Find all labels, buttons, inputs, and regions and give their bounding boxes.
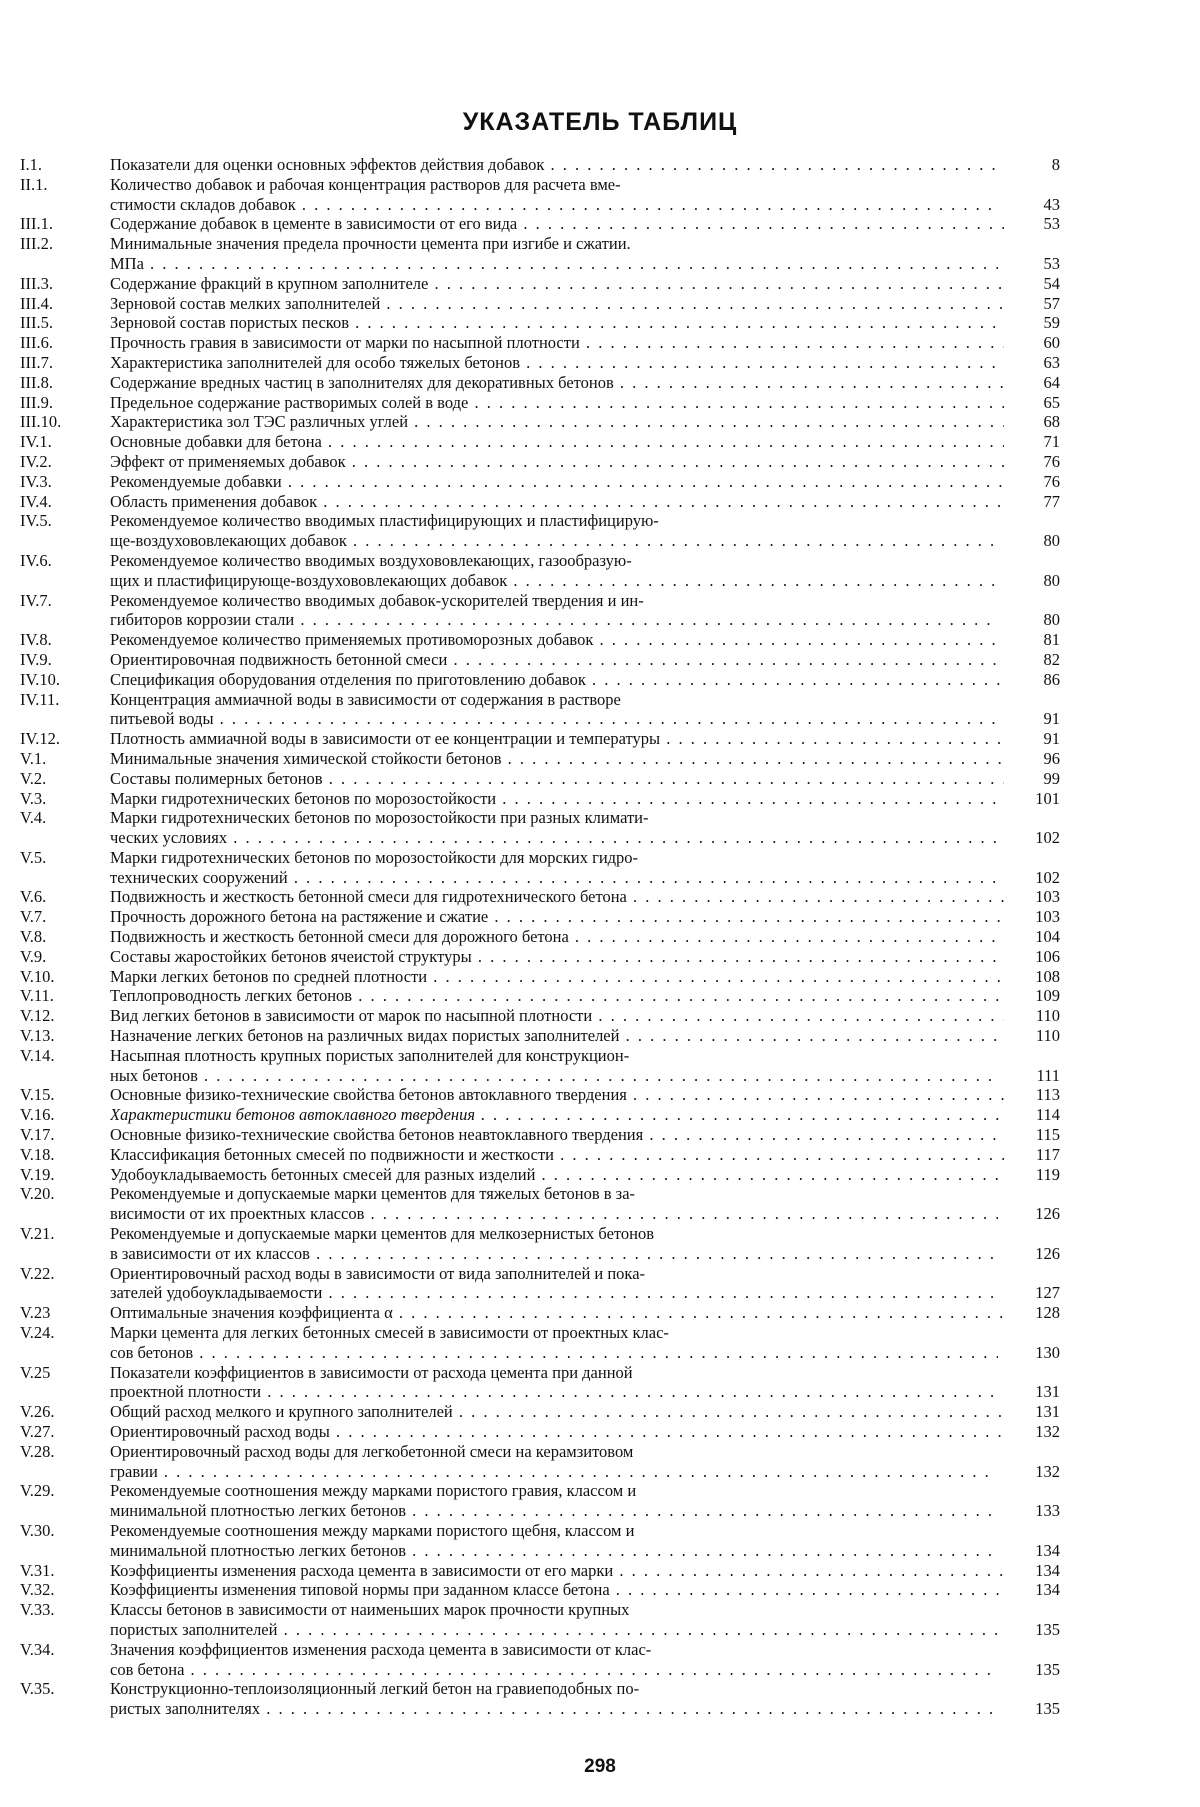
page-ref: 109 xyxy=(1035,986,1060,1006)
table-number: I.1. xyxy=(20,155,42,174)
table-number: III.9. xyxy=(20,392,53,412)
toc-entry xyxy=(20,947,1060,967)
page-ref: 91 xyxy=(1043,709,1060,729)
table-number: V.3. xyxy=(20,788,47,808)
page-ref: 110 xyxy=(1035,1006,1060,1026)
table-number: III.10. xyxy=(20,412,62,432)
page-ref: 77 xyxy=(1043,491,1060,511)
table-title-line: Минимальные значения предела прочности цемента при изгибе и сжатии. xyxy=(110,234,631,254)
table-number: V.28. xyxy=(20,1441,55,1461)
toc-entry xyxy=(20,1580,1060,1600)
toc-entry xyxy=(20,1521,1060,1561)
table-title-line: технических сооружений . . . xyxy=(110,868,998,888)
table-number: V.27. xyxy=(20,1422,55,1441)
page-ref: 91 xyxy=(1043,729,1060,749)
table-title-line: МПа . . . xyxy=(110,254,998,274)
table-number: V.29. xyxy=(20,1481,55,1501)
table-title-line: Конструкционно-теплоизоляционный легкий бетон на гравиеподобных по- xyxy=(110,1679,640,1699)
table-number: V.35. xyxy=(20,1679,55,1699)
page-ref: 117 xyxy=(1035,1144,1060,1164)
table-title: Классификация бетонных смесей по подвижности и жесткости . . . xyxy=(110,1145,1004,1165)
toc-entry xyxy=(20,749,1060,769)
table-title-line: Рекомендуемое количество вводимых добавок-ускорителей твердения и ин- xyxy=(110,590,644,610)
table-title: Прочность гравия в зависимости от марки по насыпной плотности . . . xyxy=(110,333,1004,353)
page-ref: 101 xyxy=(1035,788,1060,808)
page-ref: 131 xyxy=(1035,1402,1060,1422)
page-ref: 82 xyxy=(1043,649,1060,669)
page-ref: 57 xyxy=(1043,293,1060,313)
table-title-line: питьевой воды . . . xyxy=(110,709,998,729)
table-title: Оптимальные значения коэффициента α . . . xyxy=(110,1303,1004,1323)
table-title xyxy=(110,1046,1004,1086)
table-title-line: Ориентировочный расход воды в зависимости от вида заполнителей и пока- xyxy=(110,1263,646,1283)
table-title: Характеристики бетонов автоклавного твердения . . . xyxy=(110,1105,1004,1125)
table-number: IV.9. xyxy=(20,649,52,669)
table-title xyxy=(110,1184,1004,1224)
table-number: V.24. xyxy=(20,1323,55,1343)
table-number: V.34. xyxy=(20,1639,55,1659)
page-ref: 111 xyxy=(1036,1065,1060,1085)
table-title xyxy=(110,1521,1004,1561)
table-number: IV.5. xyxy=(20,511,52,531)
page-ref: 63 xyxy=(1043,352,1060,372)
table-number: V.21. xyxy=(20,1224,55,1244)
toc-entry xyxy=(20,432,1060,452)
page-ref: 134 xyxy=(1035,1540,1060,1560)
table-title xyxy=(110,808,1004,848)
table-title: Марки гидротехнических бетонов по морозостойкости . . . xyxy=(110,789,1004,809)
toc-entry xyxy=(20,1422,1060,1442)
toc-entry xyxy=(20,1402,1060,1422)
table-title xyxy=(110,848,1004,888)
toc-entry xyxy=(20,1085,1060,1105)
table-title-line: Рекомендуемые и допускаемые марки цементов для мелкозернистых бетонов xyxy=(110,1224,655,1244)
table-title: Область применения добавок . . . xyxy=(110,492,1004,512)
table-title-line: Рекомендуемое количество вводимых воздухововлекающих, газообразую- xyxy=(110,550,632,570)
toc-entry xyxy=(20,511,1060,551)
table-number: V.11. xyxy=(20,986,54,1006)
table-title-line: Рекомендуемые соотношения между марками пористого щебня, классом и xyxy=(110,1520,635,1540)
table-number: V.20. xyxy=(20,1184,55,1204)
toc-entry xyxy=(20,1323,1060,1363)
page-ref: 43 xyxy=(1043,194,1060,214)
table-number: III.7. xyxy=(20,352,53,372)
toc-entry xyxy=(20,1105,1060,1125)
page-ref: 108 xyxy=(1035,966,1060,986)
page-ref: 96 xyxy=(1043,748,1060,768)
table-title: Рекомендуемое количество применяемых противоморозных добавок . . . xyxy=(110,630,1004,650)
table-number: V.1. xyxy=(20,748,47,768)
toc-entry xyxy=(20,907,1060,927)
table-number: V.17. xyxy=(20,1125,55,1145)
table-title-line: Марки цемента для легких бетонных смесей в зависимости от проектных клас- xyxy=(110,1323,669,1343)
toc-entry xyxy=(20,1640,1060,1680)
table-title: Подвижность и жесткость бетонной смеси для гидротехнического бетона . . . xyxy=(110,887,1004,907)
toc-entry xyxy=(20,690,1060,730)
table-title-line: проектной плотности . . . xyxy=(110,1382,998,1402)
table-number: V.9. xyxy=(20,946,47,966)
toc-entry xyxy=(20,789,1060,809)
page-ref: 131 xyxy=(1035,1382,1060,1402)
table-title-line: Рекомендуемое количество вводимых пластифицирующих и пластифицирую- xyxy=(110,511,659,531)
table-title: Эффект от применяемых добавок . . . xyxy=(110,452,1004,472)
toc-entry xyxy=(20,234,1060,274)
table-title: Основные добавки для бетона . . . xyxy=(110,432,1004,452)
toc-entry xyxy=(20,313,1060,333)
page-ref: 68 xyxy=(1043,412,1060,432)
table-title-line: ще-воздухововлекающих добавок . . . xyxy=(110,531,998,551)
table-title: Марки легких бетонов по средней плотности . . . xyxy=(110,967,1004,987)
table-title-line: гибиторов коррозии стали . . . xyxy=(110,610,998,630)
table-title: Назначение легких бетонов на различных видах пористых заполнителей . . . xyxy=(110,1026,1004,1046)
toc-entry xyxy=(20,393,1060,413)
page-ref: 126 xyxy=(1035,1204,1060,1224)
table-number: V.26. xyxy=(20,1402,55,1422)
page-ref: 133 xyxy=(1035,1501,1060,1521)
toc-entry xyxy=(20,492,1060,512)
toc-entry xyxy=(20,1165,1060,1185)
table-title: Основные физико-технические свойства бетонов неавтоклавного твердения . . . xyxy=(110,1125,1004,1145)
table-title: Рекомендуемые добавки . . . xyxy=(110,472,1004,492)
toc-entry xyxy=(20,650,1060,670)
toc-entry xyxy=(20,670,1060,690)
toc-entry xyxy=(20,927,1060,947)
page-ref: 134 xyxy=(1035,1580,1060,1600)
page-ref: 102 xyxy=(1035,828,1060,848)
table-number: II.1. xyxy=(20,174,48,194)
table-number: III.2. xyxy=(20,234,53,254)
page-ref: 135 xyxy=(1035,1659,1060,1679)
toc-entry xyxy=(20,1600,1060,1640)
table-title-line: Марки гидротехнических бетонов по морозостойкости при разных климати- xyxy=(110,808,649,828)
table-title: Содержание вредных частиц в заполнителях для декоративных бетонов . . . xyxy=(110,373,1004,393)
table-number: V.2. xyxy=(20,768,47,788)
table-number: V.8. xyxy=(20,927,47,947)
table-title xyxy=(110,551,1004,591)
table-title: Зерновой состав мелких заполнителей . . . xyxy=(110,294,1004,314)
table-title: Удобоукладываемость бетонных смесей для разных изделий . . . xyxy=(110,1165,1004,1185)
table-title-line: висимости от их проектных классов . . . xyxy=(110,1204,998,1224)
table-number: V.31. xyxy=(20,1560,55,1580)
toc-entry xyxy=(20,887,1060,907)
page-ref: 134 xyxy=(1035,1560,1060,1580)
table-title: Предельное содержание растворимых солей в воде . . . xyxy=(110,393,1004,413)
table-title-line: минимальной плотностью легких бетонов . . . xyxy=(110,1501,998,1521)
table-title xyxy=(110,234,1004,274)
table-number: V.4. xyxy=(20,808,47,828)
page-ref: 102 xyxy=(1035,867,1060,887)
page-ref: 80 xyxy=(1043,531,1060,551)
toc-entry xyxy=(20,214,1060,234)
table-number: III.3. xyxy=(20,273,53,293)
table-number: V.22. xyxy=(20,1263,55,1283)
page-ref: 128 xyxy=(1035,1303,1060,1323)
table-title-line: Насыпная плотность крупных пористых заполнителей для конструкцион- xyxy=(110,1045,630,1065)
table-number: V.16. xyxy=(20,1105,55,1125)
table-title: Подвижность и жесткость бетонной смеси для дорожного бетона . . . xyxy=(110,927,1004,947)
table-title-line: ных бетонов . . . xyxy=(110,1066,998,1086)
toc-entry xyxy=(20,1026,1060,1046)
table-title-line: Показатели коэффициентов в зависимости от расхода цемента при данной xyxy=(110,1362,633,1382)
table-title: Плотность аммиачной воды в зависимости от ее концентрации и температуры . . . xyxy=(110,729,1004,749)
table-number: V.33. xyxy=(20,1600,55,1620)
toc-entry xyxy=(20,1006,1060,1026)
page-ref: 130 xyxy=(1035,1342,1060,1362)
table-number: IV.8. xyxy=(20,630,52,650)
table-title: Коэффициенты изменения расхода цемента в зависимости от его марки . . . xyxy=(110,1561,1004,1581)
table-number: III.1. xyxy=(20,214,53,234)
table-title: Ориентировочный расход воды . . . xyxy=(110,1422,1004,1442)
toc-entry xyxy=(20,729,1060,749)
table-title-line: сов бетона . . . xyxy=(110,1660,998,1680)
table-title xyxy=(110,1363,1004,1403)
toc-entry xyxy=(20,967,1060,987)
table-title: Коэффициенты изменения типовой нормы при заданном классе бетона . . . xyxy=(110,1580,1004,1600)
page-ref: 99 xyxy=(1043,768,1060,788)
toc-entry xyxy=(20,986,1060,1006)
table-title-line: стимости складов добавок . . . xyxy=(110,195,998,215)
toc-entry xyxy=(20,274,1060,294)
toc-entry xyxy=(20,452,1060,472)
page-ref: 54 xyxy=(1043,273,1060,293)
toc-entry xyxy=(20,1481,1060,1521)
table-number: IV.12. xyxy=(20,729,61,749)
page-number: 298 xyxy=(584,1756,616,1777)
page-ref: 76 xyxy=(1043,471,1060,491)
table-title: Минимальные значения химической стойкости бетонов . . . xyxy=(110,749,1004,769)
table-number: V.10. xyxy=(20,966,55,986)
table-title-line: Ориентировочный расход воды для легкобетонной смеси на керамзитовом xyxy=(110,1441,634,1461)
toc-entry xyxy=(20,551,1060,591)
toc-entry xyxy=(20,848,1060,888)
table-title: Содержание фракций в крупном заполнителе . . . xyxy=(110,274,1004,294)
table-title-line: Марки гидротехнических бетонов по морозостойкости для морских гидро- xyxy=(110,847,639,867)
toc-entry xyxy=(20,808,1060,848)
table-title xyxy=(110,1224,1004,1264)
table-title: Прочность дорожного бетона на растяжение и сжатие . . . xyxy=(110,907,1004,927)
table-number: IV.3. xyxy=(20,471,52,491)
table-title-line: Количество добавок и рабочая концентрация растворов для расчета вме- xyxy=(110,174,621,194)
table-number: V.18. xyxy=(20,1144,55,1164)
table-title-line: пористых заполнителей . . . xyxy=(110,1620,998,1640)
page-ref: 8 xyxy=(1051,155,1060,174)
table-number: IV.2. xyxy=(20,451,52,471)
table-title-line: Классы бетонов в зависимости от наименьших марок прочности крупных xyxy=(110,1600,630,1620)
table-index-list xyxy=(20,155,1060,1719)
toc-entry xyxy=(20,1224,1060,1264)
page-ref: 65 xyxy=(1043,392,1060,412)
table-number: V.32. xyxy=(20,1580,55,1600)
table-number: IV.7. xyxy=(20,590,52,610)
toc-entry xyxy=(20,1363,1060,1403)
page-ref: 135 xyxy=(1035,1619,1060,1639)
page-ref: 110 xyxy=(1035,1026,1060,1046)
table-title xyxy=(110,511,1004,551)
page-ref: 53 xyxy=(1043,253,1060,273)
table-title: Вид легких бетонов в зависимости от марок по насыпной плотности . . . xyxy=(110,1006,1004,1026)
page-ref: 106 xyxy=(1035,946,1060,966)
toc-entry xyxy=(20,175,1060,215)
toc-entry xyxy=(20,1184,1060,1224)
page-ref: 81 xyxy=(1043,630,1060,650)
table-title xyxy=(110,175,1004,215)
page-ref: 53 xyxy=(1043,214,1060,234)
page-ref: 103 xyxy=(1035,907,1060,927)
page-ref: 60 xyxy=(1043,333,1060,353)
table-title-line: ристых заполнителях . . . xyxy=(110,1699,998,1719)
toc-entry xyxy=(20,155,1060,175)
table-number: V.19. xyxy=(20,1164,55,1184)
toc-entry xyxy=(20,1561,1060,1581)
table-title-line: гравии . . . xyxy=(110,1462,998,1482)
page-ref: 113 xyxy=(1035,1085,1060,1105)
table-title: Содержание добавок в цементе в зависимости от его вида . . . xyxy=(110,214,1004,234)
table-number: IV.4. xyxy=(20,491,52,511)
table-title xyxy=(110,1640,1004,1680)
table-number: III.8. xyxy=(20,372,53,392)
page-ref: 114 xyxy=(1035,1105,1060,1125)
table-title-line: в зависимости от их классов . . . xyxy=(110,1244,998,1264)
page-ref: 135 xyxy=(1035,1699,1060,1719)
toc-entry xyxy=(20,1125,1060,1145)
page-ref: 59 xyxy=(1043,313,1060,333)
table-title-line: Значения коэффициентов изменения расхода цемента в зависимости от клас- xyxy=(110,1639,652,1659)
table-title: Зерновой состав пористых песков . . . xyxy=(110,313,1004,333)
page-ref: 80 xyxy=(1043,610,1060,630)
table-number: III.4. xyxy=(20,293,53,313)
toc-entry xyxy=(20,1303,1060,1323)
page-title: УКАЗАТЕЛЬ ТАБЛИЦ xyxy=(462,108,738,136)
table-title-line: щих и пластифицирующе-воздухововлекающих добавок . . . xyxy=(110,571,998,591)
table-number: V.15. xyxy=(20,1085,55,1105)
table-title: Ориентировочная подвижность бетонной смеси . . . xyxy=(110,650,1004,670)
toc-entry xyxy=(20,591,1060,631)
table-number: V.6. xyxy=(20,887,47,907)
page-ref: 132 xyxy=(1035,1422,1060,1441)
table-number: V.7. xyxy=(20,907,47,927)
table-title-line: ческих условиях . . . xyxy=(110,828,998,848)
page-ref: 76 xyxy=(1043,451,1060,471)
toc-entry xyxy=(20,1145,1060,1165)
toc-entry xyxy=(20,1046,1060,1086)
table-title: Основные физико-технические свойства бетонов автоклавного твердения . . . xyxy=(110,1085,1004,1105)
table-title: Составы жаростойких бетонов ячеистой структуры . . . xyxy=(110,947,1004,967)
table-title: Составы полимерных бетонов . . . xyxy=(110,769,1004,789)
table-title: Характеристика зол ТЭС различных углей . . . xyxy=(110,412,1004,432)
table-number: IV.10. xyxy=(20,669,61,689)
toc-entry xyxy=(20,373,1060,393)
table-title xyxy=(110,1481,1004,1521)
table-title xyxy=(110,1323,1004,1363)
page-ref: 132 xyxy=(1035,1461,1060,1481)
toc-entry xyxy=(20,294,1060,314)
table-title-line: сов бетонов . . . xyxy=(110,1343,998,1363)
table-title-line: зателей удобоукладываемости . . . xyxy=(110,1283,998,1303)
toc-entry xyxy=(20,769,1060,789)
toc-entry xyxy=(20,1679,1060,1719)
table-number: V.12. xyxy=(20,1006,55,1026)
table-number: IV.11. xyxy=(20,689,60,709)
page-ref: 119 xyxy=(1035,1164,1060,1184)
toc-entry xyxy=(20,472,1060,492)
page-ref: 103 xyxy=(1035,887,1060,907)
toc-entry xyxy=(20,1442,1060,1482)
table-number: V.14. xyxy=(20,1045,55,1065)
page-ref: 127 xyxy=(1035,1283,1060,1303)
table-number: V.30. xyxy=(20,1520,55,1540)
table-title-line: минимальной плотностью легких бетонов . . . xyxy=(110,1541,998,1561)
table-number: V.5. xyxy=(20,847,47,867)
table-title: Спецификация оборудования отделения по приготовлению добавок . . . xyxy=(110,670,1004,690)
table-title xyxy=(110,1442,1004,1482)
page-ref: 80 xyxy=(1043,570,1060,590)
page-ref: 86 xyxy=(1043,669,1060,689)
page-ref: 71 xyxy=(1043,432,1060,452)
page-ref: 115 xyxy=(1035,1125,1060,1145)
page-ref: 126 xyxy=(1035,1243,1060,1263)
table-number: IV.6. xyxy=(20,550,52,570)
table-number: IV.1. xyxy=(20,432,52,452)
toc-entry xyxy=(20,333,1060,353)
table-title xyxy=(110,591,1004,631)
table-number: V.23 xyxy=(20,1303,51,1323)
table-number: III.6. xyxy=(20,333,53,353)
table-title: Общий расход мелкого и крупного заполнителей . . . xyxy=(110,1402,1004,1422)
table-title xyxy=(110,690,1004,730)
table-title xyxy=(110,1264,1004,1304)
table-title xyxy=(110,1600,1004,1640)
toc-entry xyxy=(20,630,1060,650)
table-title xyxy=(110,1679,1004,1719)
table-title-line: Рекомендуемые соотношения между марками пористого гравия, классом и xyxy=(110,1481,637,1501)
table-title: Показатели для оценки основных эффектов действия добавок . . . xyxy=(110,155,1004,175)
table-title-line: Рекомендуемые и допускаемые марки цементов для тяжелых бетонов в за- xyxy=(110,1184,636,1204)
table-title-line: Концентрация аммиачной воды в зависимости от содержания в растворе xyxy=(110,689,621,709)
page-ref: 104 xyxy=(1035,927,1060,947)
table-title: Характеристика заполнителей для особо тяжелых бетонов . . . xyxy=(110,353,1004,373)
table-number: III.5. xyxy=(20,313,53,333)
toc-entry xyxy=(20,1264,1060,1304)
table-number: V.25 xyxy=(20,1362,51,1382)
table-title: Теплопроводность легких бетонов . . . xyxy=(110,986,1004,1006)
table-number: V.13. xyxy=(20,1026,55,1046)
toc-entry xyxy=(20,412,1060,432)
page-ref: 64 xyxy=(1043,372,1060,392)
toc-entry xyxy=(20,353,1060,373)
